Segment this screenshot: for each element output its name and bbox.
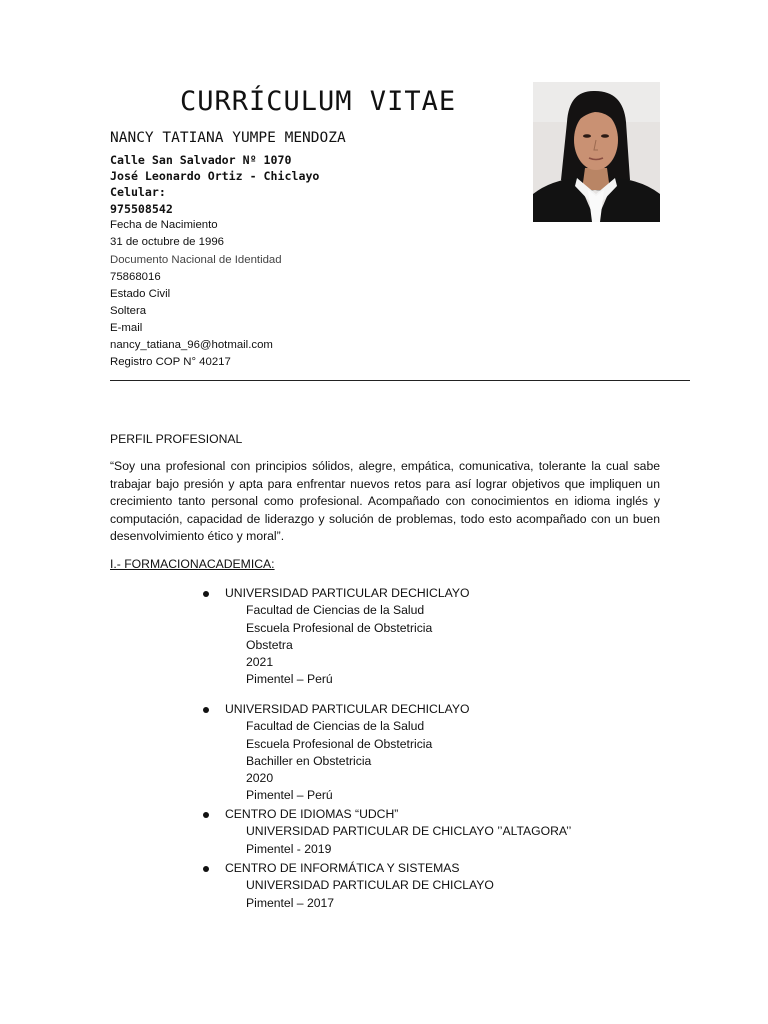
education-institution: CENTRO DE INFORMÁTICA Y SISTEMAS <box>203 860 494 877</box>
education-detail: 2021 <box>246 655 274 670</box>
education-detail: Pimentel - 2019 <box>246 841 332 856</box>
education-institution: UNIVERSIDAD PARTICULAR DECHICLAYO <box>203 701 469 718</box>
education-detail: UNIVERSIDAD PARTICULAR DE CHICLAYO ’’ALTAGORA’’ <box>246 824 572 839</box>
section-divider <box>110 380 690 381</box>
registry-number: Registro COP N° 40217 <box>110 356 231 368</box>
email-label: E-mail <box>110 322 143 334</box>
education-detail: Escuela Profesional de Obstetricia <box>246 620 433 635</box>
education-detail: Bachiller en Obstetricia <box>246 753 372 768</box>
address-line-2: José Leonardo Ortiz - Chiclayo <box>110 169 320 183</box>
education-detail: Facultad de Ciencias de la Salud <box>246 603 425 618</box>
education-detail: Escuela Profesional de Obstetricia <box>246 736 433 751</box>
bullet-icon <box>203 812 209 818</box>
civil-status-value: Soltera <box>110 305 147 317</box>
birth-label: Fecha de Nacimiento <box>110 219 218 231</box>
bullet-icon <box>203 866 209 872</box>
document-title: CURRÍCULUM VITAE <box>180 86 457 117</box>
education-institution: UNIVERSIDAD PARTICULAR DECHICLAYO <box>203 585 469 602</box>
birth-value: 31 de octubre de 1996 <box>110 236 225 248</box>
education-detail: UNIVERSIDAD PARTICULAR DE CHICLAYO <box>246 878 494 893</box>
phone-value: 975508542 <box>110 202 173 216</box>
civil-status-label: Estado Civil <box>110 288 171 300</box>
education-detail: Facultad de Ciencias de la Salud <box>246 719 425 734</box>
education-entry <box>203 701 469 805</box>
profile-text: “Soy una profesional con principios sólidos, alegre, empática, comunicativa, tolerante la cual sabe trabajar bajo presión y apta para enfrentar nuevos retos para así lograr objetivos que impliquen un crecimiento tanto personal como profesional. Acompañado con conocimientos en idioma inglés y computación, capacidad de liderazgo y solución de problemas, todo esto acompañado con un buen desenvolvimiento ético y moral”. <box>110 459 660 544</box>
education-detail: 2020 <box>246 771 274 786</box>
education-detail: Pimentel – Perú <box>246 672 333 687</box>
bullet-icon <box>203 707 209 713</box>
profile-heading: PERFIL PROFESIONAL <box>110 432 243 446</box>
id-value: 75868016 <box>110 271 161 283</box>
education-entry <box>203 860 494 912</box>
profile-photo <box>533 82 660 222</box>
education-heading: I.- FORMACIONACADEMICA: <box>110 557 275 571</box>
education-entry <box>203 585 469 689</box>
bullet-icon <box>203 591 209 597</box>
education-detail: Pimentel – 2017 <box>246 895 335 910</box>
phone-label: Celular: <box>110 185 166 199</box>
address-line-1: Calle San Salvador Nº 1070 <box>110 153 292 167</box>
education-entry <box>203 806 571 858</box>
person-name: NANCY TATIANA YUMPE MENDOZA <box>110 130 346 146</box>
education-detail: Pimentel – Perú <box>246 788 333 803</box>
education-institution: CENTRO DE IDIOMAS “UDCH” <box>203 806 571 823</box>
education-detail: Obstetra <box>246 637 293 652</box>
email-value: nancy_tatiana_96@hotmail.com <box>110 339 273 351</box>
id-label: Documento Nacional de Identidad <box>110 254 282 266</box>
